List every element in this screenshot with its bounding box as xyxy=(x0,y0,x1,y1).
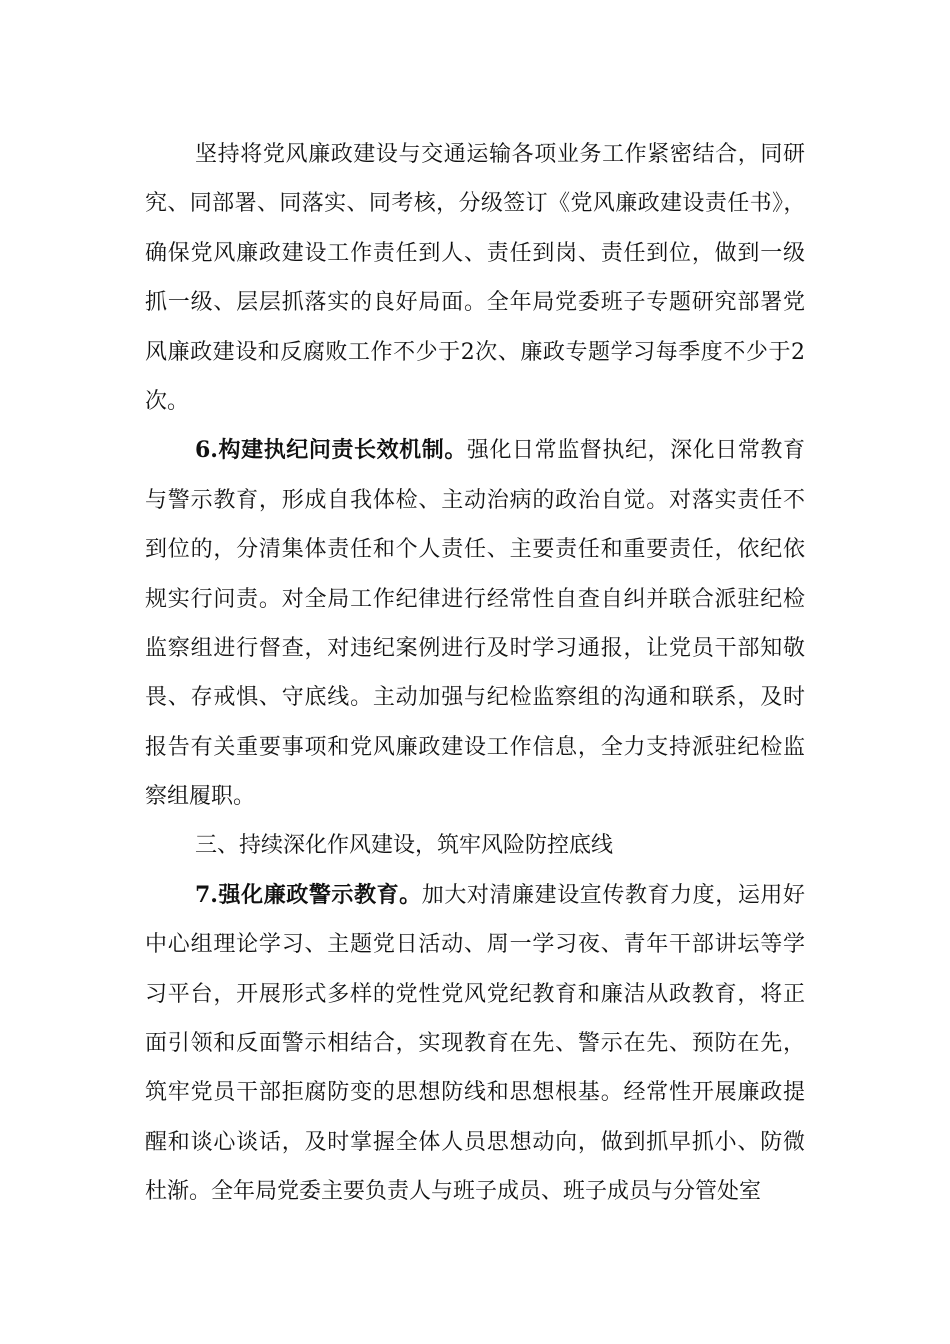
item-6-line-8: 察组履职。 xyxy=(145,784,256,810)
item-6-line-1-text: 强化日常监督执纪，深化日常教育 xyxy=(466,438,805,464)
item-7-line-1-text: 加大对清廉建设宣传教育力度，运用好 xyxy=(421,882,805,908)
paragraph-1-line-4: 抓一级、层层抓落实的良好局面。全年局党委班子专题研究部署党 xyxy=(145,290,805,316)
item-7-line-7: 杜渐。全年局党委主要负责人与班子成员、班子成员与分管处室 xyxy=(145,1179,762,1205)
item-7-line-4: 面引领和反面警示相结合，实现教育在先、警示在先、预防在先， xyxy=(145,1031,805,1057)
section-3-heading: 三、持续深化作风建设，筑牢风险防控底线 xyxy=(195,833,614,859)
paragraph-1-line-6: 次。 xyxy=(145,388,190,414)
item-6-line-6: 畏、存戒惧、守底线。主动加强与纪检监察组的沟通和联系，及时 xyxy=(145,685,805,711)
item-7-line-3: 习平台，开展形式多样的党性党风党纪教育和廉洁从政教育，将正 xyxy=(145,981,805,1007)
item-7-line-6: 醒和谈心谈话，及时掌握全体人员思想动向，做到抓早抓小、防微 xyxy=(145,1129,805,1155)
item-6-line-7: 报告有关重要事项和党风廉政建设工作信息，全力支持派驻纪检监 xyxy=(145,734,805,760)
item-7-line-1 xyxy=(145,871,805,920)
item-6-line-5: 监察组进行督查，对违纪案例进行及时学习通报，让党员干部知敬 xyxy=(145,635,805,661)
item-7-title: 7.强化廉政警示教育。 xyxy=(195,881,422,908)
item-6-line-1 xyxy=(145,426,805,475)
item-7-line-2: 中心组理论学习、主题党日活动、周一学习夜、青年干部讲坛等学 xyxy=(145,932,805,958)
item-6-line-2: 与警示教育，形成自我体检、主动治病的政治自觉。对落实责任不 xyxy=(145,487,805,513)
item-7-line-5: 筑牢党员干部拒腐防变的思想防线和思想根基。经常性开展廉政提 xyxy=(145,1080,805,1106)
document-body xyxy=(145,130,805,1217)
paragraph-1-line-1: 坚持将党风廉政建设与交通运输各项业务工作紧密结合，同研 xyxy=(195,142,805,167)
paragraph-1-line-5: 风廉政建设和反腐败工作不少于2次、廉政专题学习每季度不少于2 xyxy=(145,339,805,365)
paragraph-1-line-2: 究、同部署、同落实、同考核，分级签订《党风廉政建设责任书》， xyxy=(145,191,805,217)
item-6-line-3: 到位的，分清集体责任和个人责任、主要责任和重要责任，依纪依 xyxy=(145,537,805,563)
paragraph-1-line-3: 确保党风廉政建设工作责任到人、责任到岗、责任到位，做到一级 xyxy=(145,240,805,266)
item-6-line-4: 规实行问责。对全局工作纪律进行经常性自查自纠并联合派驻纪检 xyxy=(145,586,805,612)
item-6-title: 6.构建执纪问责长效机制。 xyxy=(195,437,467,464)
